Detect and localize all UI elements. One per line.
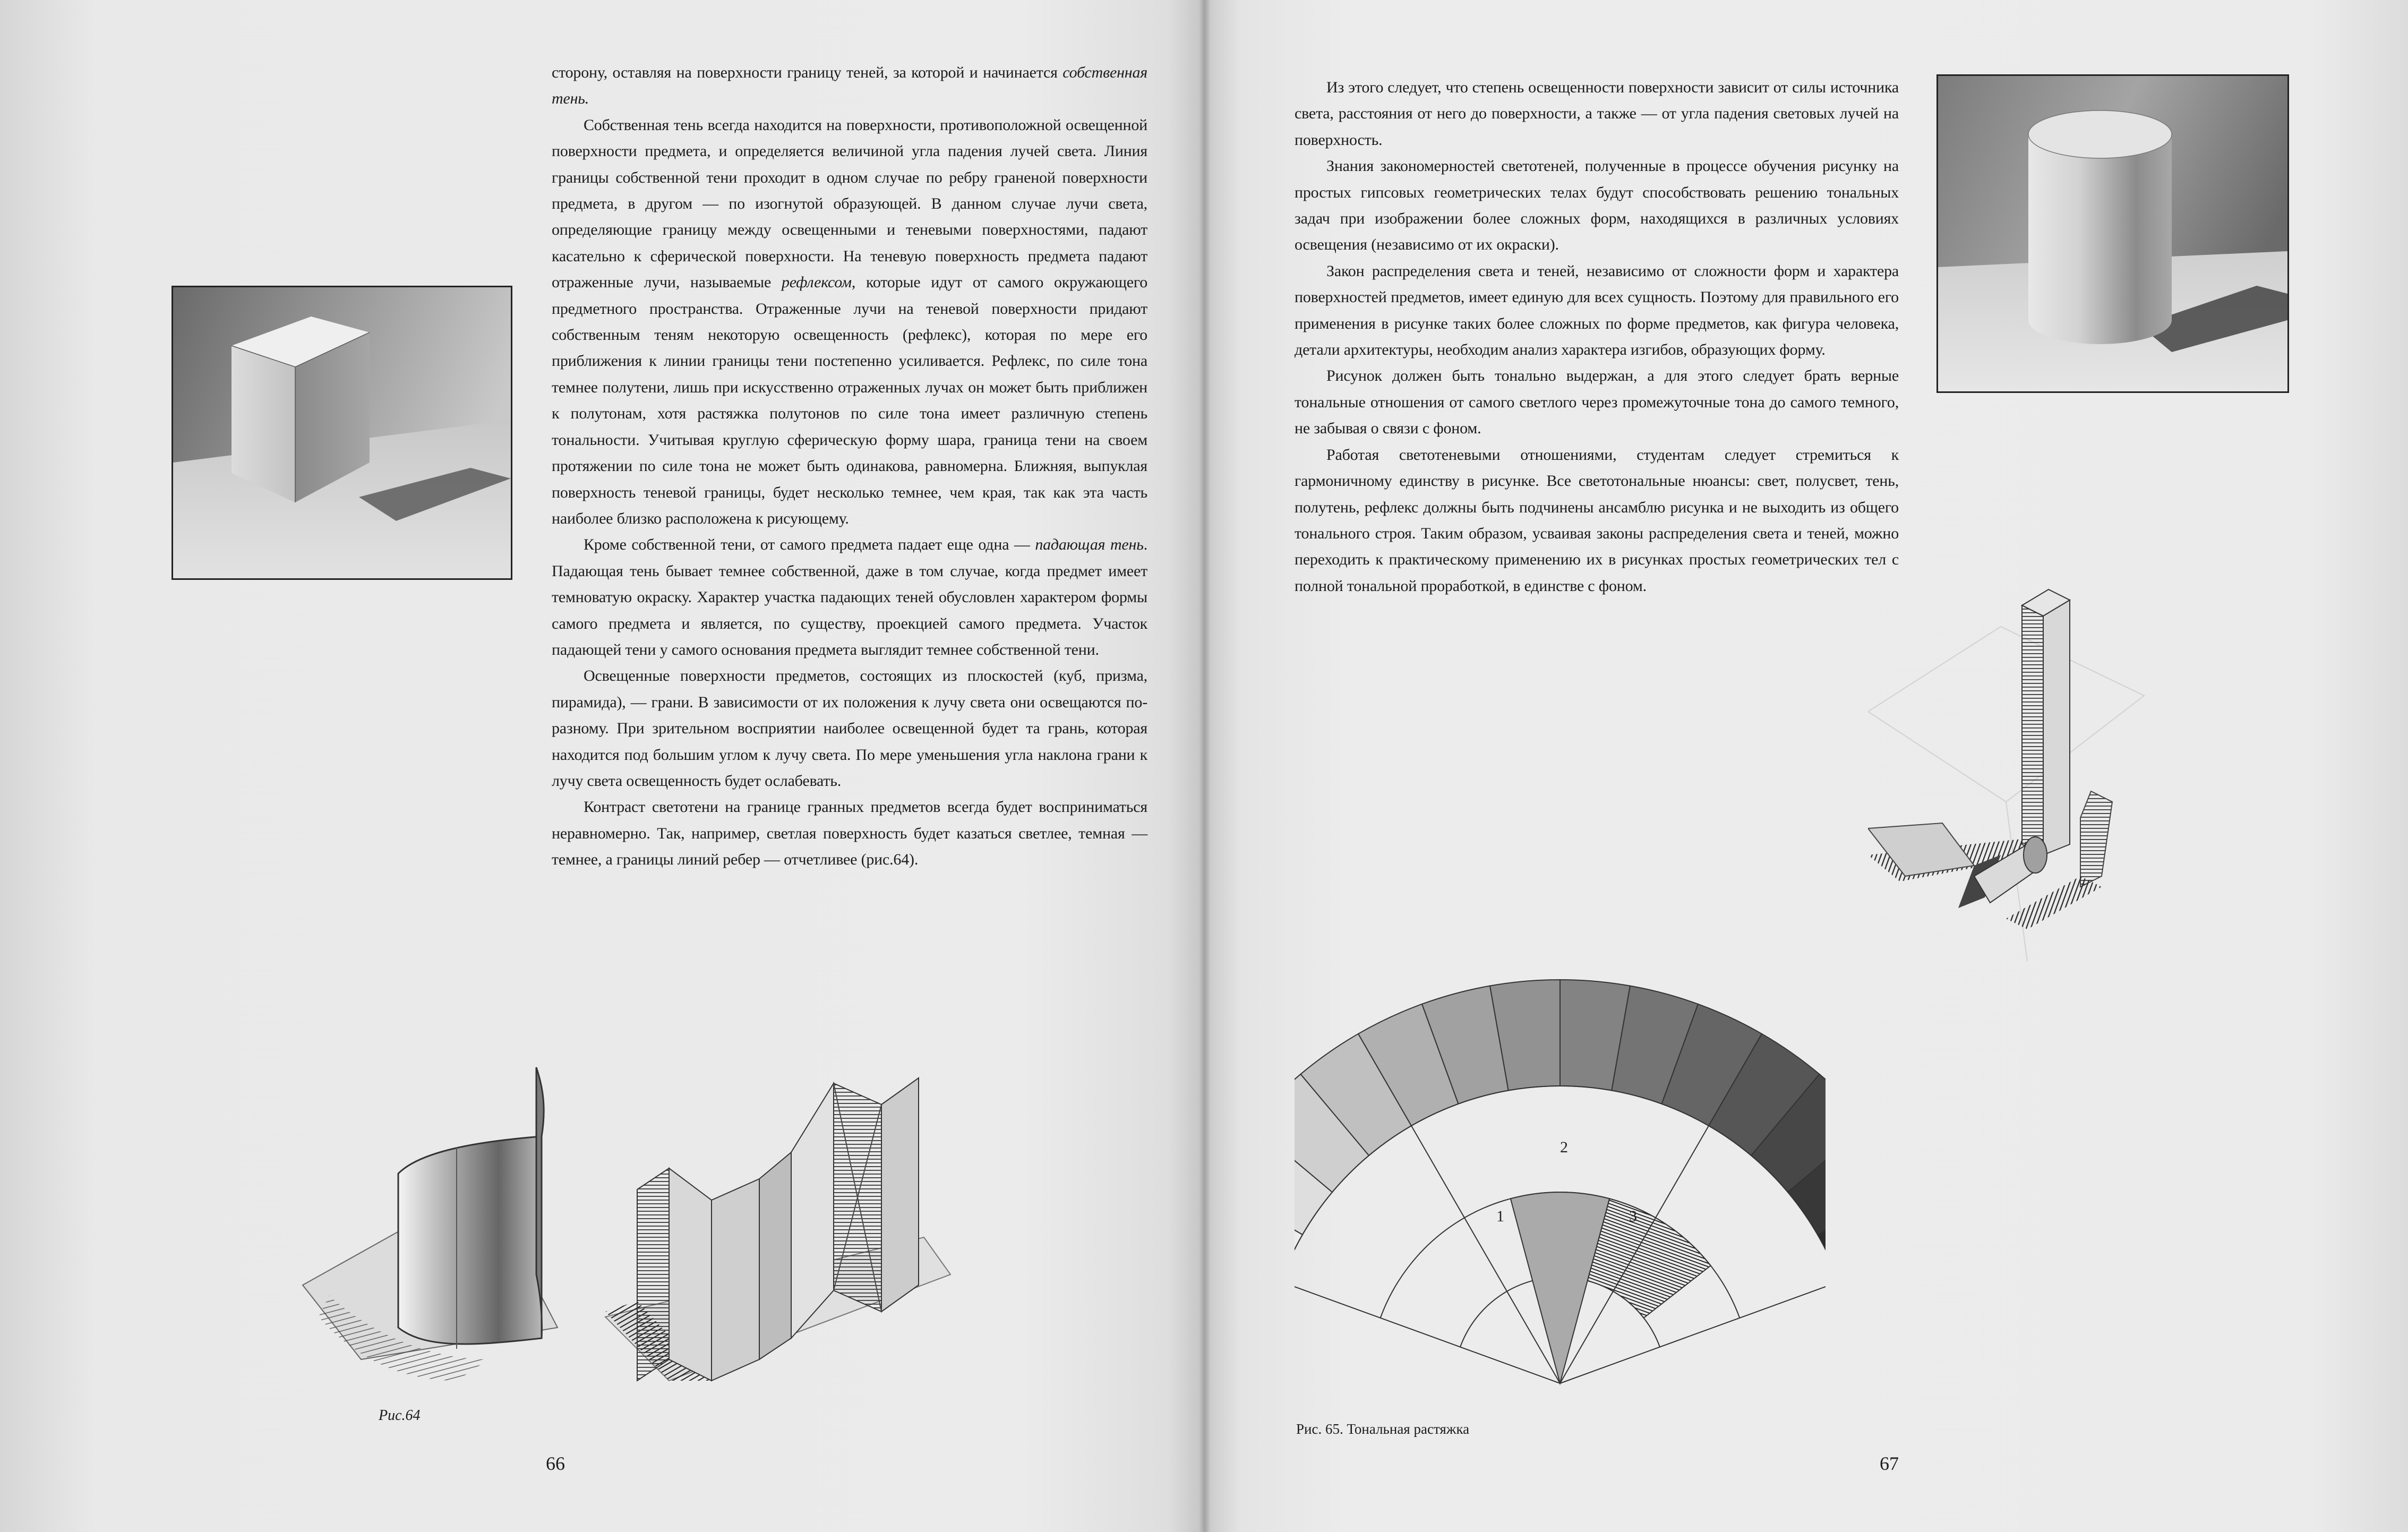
- right-paragraph-3: Закон распределения света и теней, независимо от сложности форм и характера поверхностей предметов, имеет единую для всех сущность. Поэтому для правильного его применения в рисунке таких более сложных по форме предметов, как фигура человека, детали архитектуры, необходим анализ характера изгибов, образующих форму.: [1295, 262, 1899, 359]
- left-paragraph-1: сторону, оставляя на поверхности границу теней, за которой и начинается собственная тень.: [552, 64, 1147, 108]
- cube-photo: [172, 286, 512, 580]
- page-number-right: 67: [1880, 1453, 1899, 1474]
- left-text-column: [552, 59, 1147, 873]
- left-paragraph-4: Освещенные поверхности предметов, состоящих из плоскостей (куб, призма, пирамида), — грани. В зависимости от их положения к лучу света они освещаются по-разному. При зрительном восприятии наиболее освещенной будет та грань, которая находится под большим углом к лучу света. По мере уменьшения угла наклона грани к лучу света освещенность будет ослабевать.: [552, 667, 1147, 790]
- left-paragraph-3: Кроме собственной тени, от самого предмета падает еще одна — падающая тень. Падающая тень бывает темнее собственной, даже в том случае, когда предмет имеет темноватую окраску. Характер участка падающих теней обусловлен характером формы самого предмета и является, по существу, проекцией самого предмета. Участок падающей тени у самого основания предмета выглядит темнее собственной тени.: [552, 536, 1147, 658]
- figure-64-drawings: [297, 1062, 1083, 1402]
- tonal-fan-figure: [1295, 966, 1826, 1391]
- figure-64-caption: Рис.64: [379, 1407, 421, 1424]
- left-paragraph-2: Собственная тень всегда находится на поверхности, противоположной освещенной поверхности предмета, и определяется величиной угла падения лучей света. Линия границы собственной тени проходит в одном случае по ребру граненой поверхности предмета, в другом — по изогнутой образующей. В данном случае лучи света, определяющие границу между освещенными и теневыми поверхностями, падают касательно к сферической поверхности. На теневую поверхность предмета падают отраженные лучи, называемые рефлексом, которые идут от самого окружающего предметного пространства. Отраженные лучи на теневой поверхности придают собственным теням некоторую освещенность (рефлекс), которая по мере его приближения к линии границы тени постепенно усиливается. Рефлекс, по силе тона темнее полутени, лишь при искусственно отраженных лучах он может быть приближен к полутонам, хотя растяжка полутонов по силе тона имеет различную степень тональности. Учитывая круглую сферическую форму шара, граница тени на своем протяжении по силе тона не может быть одинакова, равномерна. Ближняя, выпуклая поверхность теневой границы, будет несколько темнее, чем края, так как эта часть наиболее близко расположена к рисующему.: [552, 116, 1148, 527]
- right-paragraph-5: Работая светотеневыми отношениями, студентам следует стремиться к гармоничному единству в рисунке. Все светотональные нюансы: свет, полусвет, тень, полутень, рефлекс должны быть подчинены ансамблю рисунка и не выходить из общего тонального строя. Таким образом, усваивая законы распределения света и теней, можно переходить к практическому применению их в рисунках простых геометрических тел с полной тональной проработкой, в единстве с фоном.: [1295, 446, 1899, 595]
- cylinder-illustration: [1938, 76, 2287, 391]
- fan-label-2: 2: [1560, 1139, 1568, 1156]
- left-paragraph-5: Контраст светотени на границе гранных предметов всегда будет восприниматься неравномерно. Так, например, светлая поверхность будет казаться светлее, темная — темнее, а границы линий ребер — отчетливее (рис.64).: [552, 798, 1147, 869]
- curved-surface-drawing: [303, 1067, 558, 1381]
- book-spine: [1199, 0, 1211, 1532]
- page-number-left: 66: [546, 1453, 565, 1474]
- prism-shadow-drawing: [1868, 579, 2399, 982]
- folded-prism-drawing: [605, 1078, 950, 1381]
- right-paragraph-2: Знания закономерностей светотеней, полученные в процессе обучения рисунку на простых гипсовых геометрических телах будут способствовать решению тональных задач при изображении более сложных форм, находящихся в различных условиях освещения (независимо от их окраски).: [1295, 157, 1899, 254]
- cube-illustration: [173, 287, 511, 578]
- fan-label-1: 1: [1496, 1208, 1504, 1225]
- fan-label-3: 3: [1629, 1208, 1637, 1225]
- figure-65-caption: Рис. 65. Тональная растяжка: [1296, 1421, 1470, 1437]
- right-page: [1204, 0, 2408, 1532]
- right-paragraph-1: Из этого следует, что степень освещенности поверхности зависит от силы источника света, расстояния от него до поверхности, а также — от угла падения световых лучей на поверхность.: [1295, 79, 1899, 149]
- cylinder-photo: [1936, 74, 2289, 393]
- right-paragraph-4: Рисунок должен быть тонально выдержан, а для этого следует брать верные тональные отношения от самого светлого через промежуточные тона до самого темного, не забывая о связи с фоном.: [1295, 367, 1899, 438]
- right-text-column: [1295, 74, 1899, 599]
